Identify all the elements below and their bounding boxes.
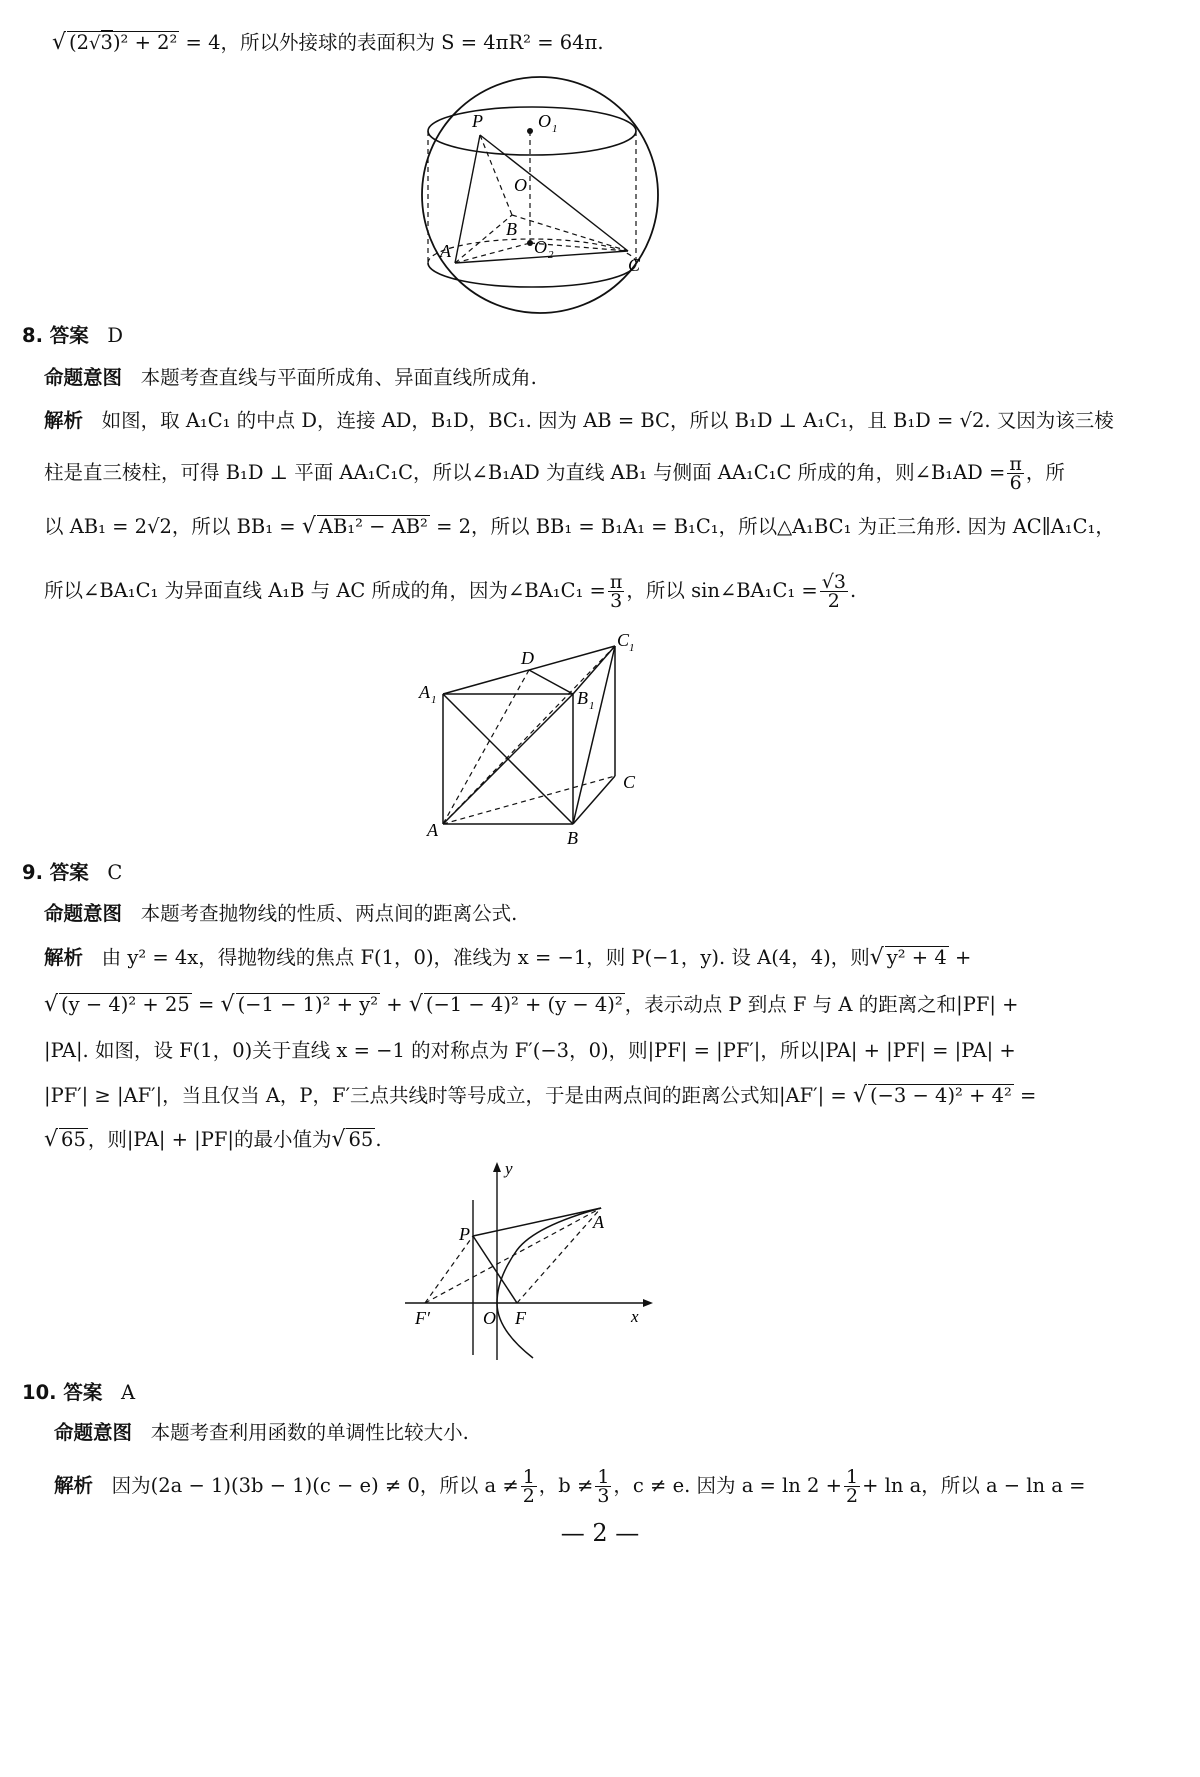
label-C: C <box>623 772 636 792</box>
svg-text:1: 1 <box>552 123 558 135</box>
svg-text:1: 1 <box>589 700 595 712</box>
label-P: P <box>459 1224 470 1244</box>
label-O: O <box>514 175 527 195</box>
label-B: B <box>506 219 517 239</box>
svg-text:1: 1 <box>629 642 635 654</box>
label-O1: O <box>538 111 551 131</box>
label-P: P <box>472 111 483 131</box>
q7-equation-line: √ (2√3)² + 2² = 4，所以外接球的表面积为 S = 4πR² = 64π. <box>52 30 604 55</box>
label-x: x <box>631 1307 639 1326</box>
q9-analysis-line4: |PF′| ≥ |AF′|，当且仅当 A，P，F′三点共线时等号成立，于是由两点间的距离公式知|AF′| = √ (−3 − 4)² + 4² = <box>44 1083 1037 1108</box>
page-number: — 2 — <box>560 1519 640 1547</box>
q9-analysis-line1: 解析 由 y² = 4x，得抛物线的焦点 F(1，0)，准线为 x = −1，则 P(−1，y). 设 A(4，4)，则√ y² + 4 + <box>44 945 972 970</box>
figure-sphere <box>410 75 670 315</box>
q10-intent: 命题意图 本题考查利用函数的单调性比较大小. <box>54 1421 469 1444</box>
label-y: y <box>505 1160 513 1178</box>
q9-analysis-line5: √ 65 ，则|PA| + |PF|的最小值为√ 65 . <box>44 1127 382 1152</box>
q8-intent: 命题意图 本题考查直线与平面所成角、异面直线所成角. <box>44 366 537 389</box>
q9-intent: 命题意图 本题考查抛物线的性质、两点间的距离公式. <box>44 902 518 925</box>
q9-answer: 9. 答案 C <box>22 861 123 884</box>
q8-analysis-line2: 柱是直三棱柱，可得 B₁D ⊥ 平面 AA₁C₁C，所以∠B₁AD 为直线 AB₁ 与侧面 AA₁C₁C 所成的角，则∠B₁AD = $\frac{\pi}{6}$ ，所 <box>44 453 1065 494</box>
figure-prism <box>415 622 655 852</box>
label-Fprime: F′ <box>415 1308 430 1328</box>
q10-answer: 10. 答案 A <box>22 1381 136 1404</box>
svg-text:1: 1 <box>431 694 437 706</box>
label-O: O <box>483 1308 496 1328</box>
q8-analysis-line4: 所以∠BA₁C₁ 为异面直线 A₁B 与 AC 所成的角，因为∠BA₁C₁ = $\frac{\pi}{3}$ ，所以 sin∠BA₁C₁ = $\frac{√3}{2}$ . <box>44 571 857 612</box>
label-F: F <box>515 1308 526 1328</box>
label-A: A <box>593 1212 604 1232</box>
label-B1: B <box>577 688 588 708</box>
figure-parabola <box>405 1160 665 1365</box>
label-C: C <box>628 255 641 275</box>
svg-text:2: 2 <box>548 249 554 261</box>
label-B: B <box>567 828 578 848</box>
label-A1: A <box>419 682 430 702</box>
q8-answer: 8. 答案 D <box>22 324 124 347</box>
q9-analysis-line2: √ (y − 4)² + 25 = √ (−1 − 1)² + y² + √ (−1 − 4)² + (y − 4)² ，表示动点 P 到点 F 与 A 的距离之和|PF| + <box>44 992 1019 1017</box>
label-O2: O <box>534 237 547 257</box>
label-A: A <box>440 241 451 261</box>
q9-analysis-line3: |PA|. 如图，设 F(1，0)关于直线 x = −1 的对称点为 F′(−3，0)，则|PF| = |PF′|，所以|PA| + |PF| = |PA| + <box>44 1039 1016 1062</box>
label-A: A <box>427 820 438 840</box>
q8-analysis-line3: 以 AB₁ = 2√2，所以 BB₁ = √ AB₁² − AB² = 2，所以 BB₁ = B₁A₁ = B₁C₁，所以△A₁BC₁ 为正三角形. 因为 AC∥A₁C₁， <box>44 514 1115 539</box>
label-D: D <box>521 648 534 668</box>
q8-analysis-line1: 解析 如图，取 A₁C₁ 的中点 D，连接 AD，B₁D，BC₁. 因为 AB = BC，所以 B₁D ⊥ A₁C₁，且 B₁D = √2. 又因为该三棱 <box>44 409 1114 432</box>
q10-analysis-line1: 解析 因为(2a − 1)(3b − 1)(c − e) ≠ 0，所以 a ≠ $\frac{1}{2}$ ，b ≠ $\frac{1}{3}$ ，c ≠ e. 因为 a = ln 2 + $\frac{1}{2}$ + ln a，所以 a − ln a = <box>54 1466 1086 1507</box>
label-C1: C <box>617 630 630 650</box>
